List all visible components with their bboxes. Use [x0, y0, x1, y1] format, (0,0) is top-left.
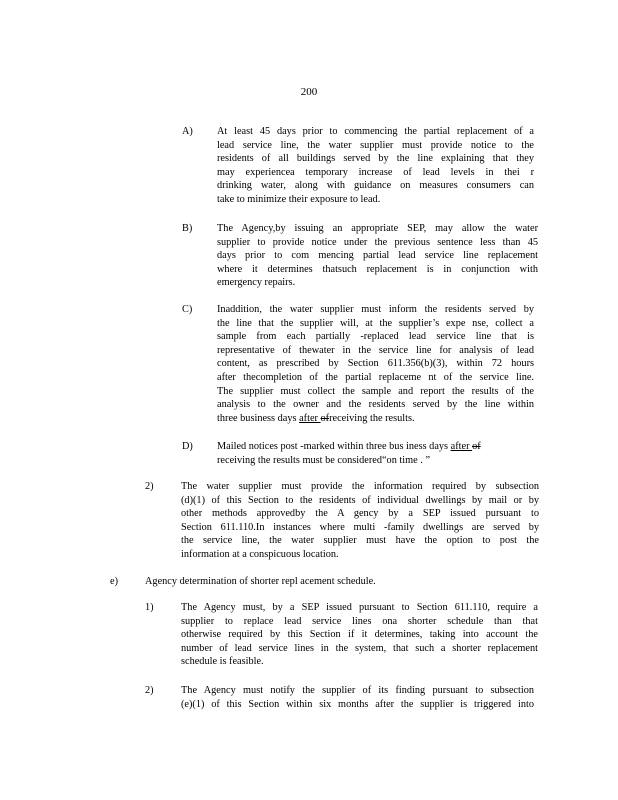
paragraph-label: D) — [182, 441, 193, 452]
paragraph-text — [217, 440, 522, 467]
text-line: The Agency,by issuing an appropriate SEP, may allow the water — [217, 223, 538, 234]
text-line: after thecompletion of the partial replaceme nt of the service line. — [217, 371, 534, 383]
paragraph-label: B) — [182, 223, 193, 234]
paragraph-text — [181, 601, 538, 669]
page-number: 200 — [300, 86, 318, 98]
paragraph-label: 2) — [145, 481, 154, 492]
inserted-text: after — [450, 441, 473, 452]
text-line: At least 45 days prior to commencing the partial replacement of a — [217, 126, 534, 137]
text-line: residents of all buildings served by the line explaining that they — [217, 153, 534, 165]
text-line: schedule is feasible. — [181, 656, 264, 668]
text-line: emergency repairs. — [217, 277, 296, 289]
text-line: receiving the results must be considered“on time . ” — [217, 454, 431, 466]
paragraph-label: 1) — [145, 602, 154, 613]
paragraph-label: 2) — [145, 685, 154, 696]
text-line: supplier to replace lead service lines ona shorter schedule than that — [181, 615, 538, 627]
paragraph-text — [217, 222, 538, 290]
paragraph-text — [181, 684, 534, 711]
text-line: sample from each partially -replaced lead service line that is — [217, 331, 534, 343]
text-line: other methods approvedby the A gency by a SEP issued pursuant to — [181, 508, 539, 520]
text-line: Inaddition, the water supplier must inform the residents served by — [217, 304, 534, 315]
text-line: The supplier must collect the sample and report the results of the — [217, 385, 534, 397]
section-heading-text — [145, 575, 410, 589]
paragraph-text — [217, 303, 534, 425]
deleted-text: of — [472, 441, 481, 452]
text-line: Agency determination of shorter repl acement schedule. — [145, 576, 376, 587]
text-line: (e)(1) of this Section within six months after the supplier is triggered into — [181, 698, 534, 710]
text-line: where it determines thatsuch replacement is in conjunction with — [217, 263, 538, 275]
text-segment: receiving the results. — [329, 412, 415, 424]
text-line — [217, 412, 534, 426]
inserted-text: after — [299, 412, 321, 424]
text-line: days prior to com mencing partial lead service line replacement — [217, 250, 538, 262]
paragraph-label: e) — [110, 576, 118, 587]
text-line: the line that the supplier will, at the supplier’s expe nse, collect a — [217, 317, 534, 329]
text-line: The Agency must notify the supplier of its finding pursuant to subsection — [181, 685, 534, 696]
text-line: content, as prescribed by Section 611.356(b)(3), within 72 hours — [217, 358, 534, 370]
text-line: supplier to provide notice under the previous sentence less than 45 — [217, 236, 538, 248]
text-segment: Mailed notices post -marked within three bus iness days — [217, 441, 451, 452]
text-line — [217, 440, 522, 454]
text-line: drinking water, along with guidance on measures consumers can — [217, 180, 534, 192]
text-line: take to minimize their exposure to lead. — [217, 193, 381, 205]
text-line: otherwise required by this Section if it determines, taking into account the — [181, 629, 538, 641]
text-line: The water supplier must provide the information required by subsection — [181, 481, 539, 492]
paragraph-text — [217, 125, 534, 207]
text-line: Section 611.110.In instances where multi -family dwellings are served by — [181, 521, 539, 533]
paragraph-label: A) — [182, 126, 193, 137]
text-line: number of lead service lines in the system, that such a shorter replacement — [181, 642, 538, 654]
text-line: may experiencea temporary increase of lead levels in thei r — [217, 166, 534, 178]
text-line: The Agency must, by a SEP issued pursuant to Section 611.110, require a — [181, 602, 538, 613]
text-segment: three business days — [217, 412, 300, 424]
text-line: analysis to the owner and the residents served by the line within — [217, 399, 534, 411]
paragraph-label: C) — [182, 304, 193, 315]
text-line: lead service line, the water supplier must provide notice to the — [217, 139, 534, 151]
text-line: the service line, the water supplier must have the option to post the — [181, 535, 539, 547]
paragraph-text — [181, 480, 539, 562]
text-line: (d)(1) of this Section to the residents of individual dwellings by mail or by — [181, 494, 539, 506]
deleted-text: of — [320, 412, 330, 424]
text-line: representative of thewater in the service line for analysis of lead — [217, 344, 534, 356]
text-line: information at a conspicuous location. — [181, 548, 339, 560]
